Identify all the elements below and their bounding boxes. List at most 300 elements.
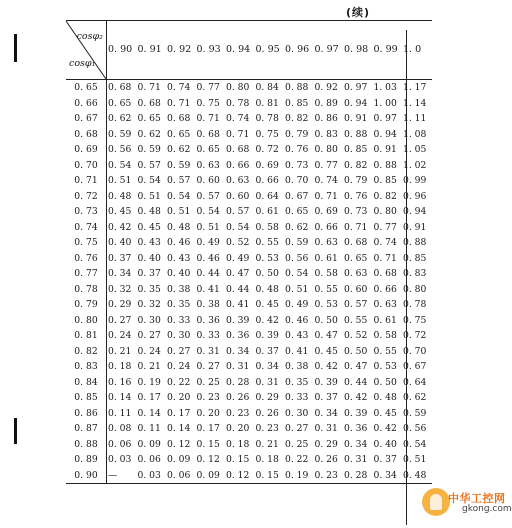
table-cell: 0. 17 — [137, 392, 161, 403]
table-cell: 0. 81 — [255, 97, 279, 109]
table-cell: 0. 57 — [344, 299, 368, 310]
table-cell: 0. 21 — [108, 345, 132, 357]
table-cell: 0. 75 — [255, 128, 279, 140]
table-cell: 0. 58 — [255, 221, 279, 233]
table-cell: 0. 66 — [314, 221, 338, 233]
table-cell: 0. 41 — [226, 299, 250, 310]
table-cell: 0. 47 — [226, 268, 250, 279]
table-row — [66, 359, 432, 375]
column-header: 0. 90 — [107, 21, 137, 80]
table-cell: 0. 44 — [344, 376, 368, 388]
table-cell: 0. 54 — [167, 190, 191, 202]
table-cell: 0. 45 — [255, 299, 279, 310]
table-cell: 0. 23 — [196, 392, 220, 403]
table-cell: 0. 60 — [226, 190, 250, 202]
table-row — [66, 375, 432, 391]
table-cell: 1. 14 — [403, 97, 427, 109]
table-cell: 1. 03 — [373, 82, 397, 93]
table-cell: 0. 85 — [285, 97, 309, 109]
table-corner-cell — [66, 21, 107, 80]
table-cell: 0. 38 — [196, 299, 220, 310]
table-cell: 0. 64 — [403, 376, 427, 388]
table-cell: 0. 21 — [137, 361, 161, 372]
table-cell: 0. 56 — [285, 252, 309, 264]
table-cell: 0. 71 — [196, 113, 220, 124]
table-cell: 0. 38 — [167, 283, 191, 295]
table-cell: 0. 49 — [196, 237, 220, 248]
table-cell: 0. 96 — [403, 190, 427, 202]
row-label: 0. 79 — [66, 297, 107, 313]
table-cell: 0. 39 — [314, 376, 338, 388]
table-cell: 0. 70 — [285, 175, 309, 186]
table-cell: 0. 41 — [196, 283, 220, 295]
table-cell: 0. 68 — [196, 128, 220, 140]
table-cell: 0. 44 — [226, 283, 250, 295]
table-cell: 0. 54 — [137, 175, 161, 186]
table-cell: 0. 63 — [314, 237, 338, 248]
table-cell: 0. 71 — [314, 190, 338, 202]
table-cell: 0. 11 — [137, 423, 161, 434]
table-cell: 1. 05 — [403, 144, 427, 155]
table-cell: 0. 42 — [108, 221, 132, 233]
table-cell: 0. 77 — [314, 159, 338, 171]
binding-mark-top — [14, 34, 17, 62]
table-cell: 0. 62 — [285, 221, 309, 233]
table-cell: 1. 11 — [403, 113, 427, 124]
table-cell: 0. 71 — [226, 128, 250, 140]
table-cell: 0. 37 — [255, 345, 279, 357]
table-cell: 0. 17 — [167, 407, 191, 419]
table-cell: 0. 28 — [226, 376, 250, 388]
table-cell: 0. 31 — [196, 345, 220, 357]
table-cell: 0. 06 — [137, 454, 161, 465]
table-header-row — [66, 21, 432, 80]
table-cell: 0. 31 — [344, 454, 368, 465]
table-cell: 0. 83 — [314, 128, 338, 140]
table-cell: 1. 17 — [403, 82, 427, 93]
table-cell: 0. 08 — [108, 423, 132, 434]
table-cell: 0. 85 — [344, 144, 368, 155]
table-row — [66, 235, 432, 251]
table-row — [66, 142, 432, 158]
table-cell: 0. 18 — [226, 438, 250, 450]
table-cell: 0. 78 — [403, 299, 427, 310]
table-row — [66, 452, 432, 468]
column-header: 0. 95 — [255, 21, 285, 80]
table-cell: 0. 99 — [403, 175, 427, 186]
table-cell: 0. 34 — [226, 345, 250, 357]
table-cell: 0. 78 — [226, 97, 250, 109]
table-cell: 0. 36 — [344, 423, 368, 434]
table-cell: 0. 12 — [226, 469, 250, 481]
table-cell: 0. 94 — [344, 97, 368, 109]
table-cell: 0. 88 — [285, 82, 309, 93]
row-label: 0. 67 — [66, 111, 107, 127]
table-cell: 0. 59 — [167, 159, 191, 171]
table-cell: 0. 06 — [108, 438, 132, 450]
table-row — [66, 80, 432, 96]
table-cell: 0. 26 — [226, 392, 250, 403]
table-cell: 0. 26 — [255, 407, 279, 419]
table-row — [66, 204, 432, 220]
table-cell: 0. 65 — [285, 206, 309, 217]
table-cell: 0. 47 — [344, 361, 368, 372]
table-cell: 0. 43 — [137, 237, 161, 248]
table-cell: 0. 33 — [196, 330, 220, 341]
corner-label-cos-phi2: cosφ₂ — [76, 31, 103, 42]
table-cell: 0. 53 — [314, 299, 338, 310]
row-label: 0. 68 — [66, 127, 107, 143]
table-cell: 0. 55 — [314, 283, 338, 295]
table-cell: 0. 34 — [314, 407, 338, 419]
table-cell: 0. 37 — [137, 268, 161, 279]
table-cell: 0. 49 — [285, 299, 309, 310]
table-cell: 0. 40 — [137, 252, 161, 264]
table-cell: 0. 68 — [167, 113, 191, 124]
table-cell: 0. 51 — [167, 206, 191, 217]
table-cell: 0. 43 — [167, 252, 191, 264]
table-cell: 0. 42 — [255, 314, 279, 326]
table-cell: 0. 30 — [285, 407, 309, 419]
table-row — [66, 96, 432, 112]
table-cell: 0. 19 — [285, 469, 309, 481]
table-cell: 0. 97 — [373, 113, 397, 124]
table-cell: 0. 48 — [373, 392, 397, 403]
table-cell: 0. 82 — [285, 113, 309, 124]
table-cell: 0. 34 — [373, 469, 397, 481]
table-row — [66, 158, 432, 174]
table-cell: 0. 83 — [403, 268, 427, 279]
table-cell: 0. 21 — [255, 438, 279, 450]
table-cell: 0. 68 — [344, 237, 368, 248]
table-cell: 0. 33 — [285, 392, 309, 403]
table-cell: 0. 64 — [255, 190, 279, 202]
table-cell: 0. 97 — [344, 82, 368, 93]
table-cell: 0. 54 — [226, 221, 250, 233]
table-cell: 0. 03 — [137, 469, 161, 481]
column-header: 0. 94 — [225, 21, 255, 80]
table-cell: 0. 71 — [373, 252, 397, 264]
table-cell: 0. 61 — [314, 252, 338, 264]
table-cell: 0. 12 — [196, 454, 220, 465]
table-cell: 0. 58 — [314, 268, 338, 279]
table-cell: 0. 59 — [137, 144, 161, 155]
table-row — [66, 468, 432, 484]
table-cell: 0. 91 — [344, 113, 368, 124]
table-cell: 0. 51 — [108, 175, 132, 186]
table-cell: 0. 23 — [226, 407, 250, 419]
table-cell: 0. 67 — [285, 190, 309, 202]
table-cell: 0. 62 — [167, 144, 191, 155]
table-cell: 0. 39 — [344, 407, 368, 419]
table-cell: 0. 65 — [108, 97, 132, 109]
table-cell: 0. 58 — [373, 330, 397, 341]
row-label: 0. 76 — [66, 251, 107, 267]
table-cell: 0. 78 — [255, 113, 279, 124]
table-cell: 0. 44 — [196, 268, 220, 279]
table-cell: 0. 45 — [373, 407, 397, 419]
row-label: 0. 72 — [66, 189, 107, 205]
row-label: 0. 87 — [66, 421, 107, 437]
table-cell: 0. 52 — [226, 237, 250, 248]
row-label: 0. 77 — [66, 266, 107, 282]
table-cell: 0. 35 — [285, 376, 309, 388]
table-cell: 0. 75 — [403, 314, 427, 326]
table-cell: 0. 91 — [403, 221, 427, 233]
table-row — [66, 297, 432, 313]
table-cell: 0. 84 — [255, 82, 279, 93]
table-cell: 0. 45 — [314, 345, 338, 357]
table-row — [66, 127, 432, 143]
table-cell: 0. 35 — [137, 283, 161, 295]
table-cell: 0. 63 — [226, 175, 250, 186]
table-cell: 0. 57 — [226, 206, 250, 217]
table-cell: 0. 71 — [344, 221, 368, 233]
table-cell: 0. 70 — [403, 345, 427, 357]
table-row — [66, 282, 432, 298]
table-cell: 0. 47 — [314, 330, 338, 341]
table-cell: 0. 28 — [344, 469, 368, 481]
row-label: 0. 80 — [66, 313, 107, 329]
table-cell: 0. 88 — [403, 237, 427, 248]
column-header: 0. 92 — [166, 21, 196, 80]
row-label: 0. 71 — [66, 173, 107, 189]
column-header: 0. 91 — [137, 21, 167, 80]
table-cell: 0. 39 — [255, 330, 279, 341]
table-cell: 0. 27 — [108, 314, 132, 326]
table-cell: 0. 80 — [373, 206, 397, 217]
table-cell: 0. 86 — [314, 113, 338, 124]
table-cell: 0. 46 — [196, 252, 220, 264]
table-cell: 0. 42 — [314, 361, 338, 372]
table-cell: 0. 31 — [314, 423, 338, 434]
table-row — [66, 266, 432, 282]
row-label: 0. 75 — [66, 235, 107, 251]
table-cell: 0. 65 — [196, 144, 220, 155]
table-cell: 0. 14 — [137, 407, 161, 419]
table-cell: 0. 73 — [344, 206, 368, 217]
row-label: 0. 86 — [66, 406, 107, 422]
table-cell: 0. 63 — [344, 268, 368, 279]
table-cell: 1. 08 — [403, 128, 427, 140]
table-cell: 0. 09 — [167, 454, 191, 465]
row-label: 0. 84 — [66, 375, 107, 391]
table-cell: 0. 29 — [108, 299, 132, 310]
table-cell: 0. 88 — [373, 159, 397, 171]
table-cell: 0. 74 — [167, 82, 191, 93]
table-cell: 0. 68 — [226, 144, 250, 155]
table-cell: 0. 42 — [344, 392, 368, 403]
power-factor-table — [66, 20, 432, 484]
table-cell: 0. 45 — [137, 221, 161, 233]
table-cell: 0. 65 — [137, 113, 161, 124]
table-cell: 0. 54 — [403, 438, 427, 450]
row-label: 0. 83 — [66, 359, 107, 375]
table-cell: 0. 74 — [314, 175, 338, 186]
table-cell: 0. 34 — [255, 361, 279, 372]
table-cell: 0. 63 — [373, 299, 397, 310]
table-cell: 0. 24 — [137, 345, 161, 357]
table-cell: 0. 03 — [108, 454, 132, 465]
row-label: 0. 82 — [66, 344, 107, 360]
table-cell: — — [108, 469, 118, 481]
table-cell: 0. 51 — [196, 221, 220, 233]
table-cell: 0. 30 — [137, 314, 161, 326]
table-cell: 0. 22 — [285, 454, 309, 465]
table-cell: 0. 68 — [108, 82, 132, 93]
table-cell: 0. 62 — [108, 113, 132, 124]
table-cell: 0. 20 — [167, 392, 191, 403]
table-cell: 0. 53 — [255, 252, 279, 264]
table-cell: 0. 76 — [344, 190, 368, 202]
table-cell: 0. 57 — [196, 190, 220, 202]
table-cell: 0. 79 — [344, 175, 368, 186]
column-header: 1. 0 — [402, 21, 432, 80]
table-cell: 0. 27 — [167, 345, 191, 357]
table-cell: 0. 80 — [314, 144, 338, 155]
table-cell: 0. 51 — [137, 190, 161, 202]
table-cell: 0. 48 — [255, 283, 279, 295]
column-header: 0. 97 — [314, 21, 344, 80]
table-cell: 0. 51 — [285, 283, 309, 295]
table-cell: 0. 11 — [108, 407, 132, 419]
table-cell: 0. 82 — [373, 190, 397, 202]
table-cell: 0. 12 — [167, 438, 191, 450]
table-cell: 0. 62 — [137, 128, 161, 140]
table-cell: 0. 92 — [314, 82, 338, 93]
table-cell: 0. 65 — [344, 252, 368, 264]
table-cell: 0. 56 — [403, 423, 427, 434]
table-cell: 0. 77 — [196, 82, 220, 93]
table-cell: 0. 72 — [403, 330, 427, 341]
table-cell: 0. 25 — [196, 376, 220, 388]
table-cell: 0. 69 — [255, 159, 279, 171]
table-cell: 0. 48 — [108, 190, 132, 202]
table-cell: 0. 33 — [167, 314, 191, 326]
table-cell: 0. 22 — [167, 376, 191, 388]
table-cell: 0. 50 — [255, 268, 279, 279]
row-label: 0. 69 — [66, 142, 107, 158]
row-label: 0. 66 — [66, 96, 107, 112]
table-cell: 0. 74 — [226, 113, 250, 124]
table-cell: 0. 48 — [403, 469, 427, 481]
column-header: 0. 98 — [343, 21, 373, 80]
table-cell: 0. 54 — [285, 268, 309, 279]
table-cell: 1. 00 — [373, 97, 397, 109]
table-cell: 0. 66 — [373, 283, 397, 295]
table-cell: 0. 50 — [344, 345, 368, 357]
table-cell: 0. 71 — [167, 97, 191, 109]
table-cell: 0. 59 — [403, 407, 427, 419]
table-cell: 0. 59 — [108, 128, 132, 140]
table-cell: 0. 80 — [403, 283, 427, 295]
table-cell: 0. 26 — [314, 454, 338, 465]
table-cell: 0. 57 — [137, 159, 161, 171]
table-cell: 0. 66 — [226, 159, 250, 171]
table-cell: 0. 27 — [137, 330, 161, 341]
table-cell: 0. 54 — [108, 159, 132, 171]
table-cell: 0. 35 — [167, 299, 191, 310]
table-cell: 0. 14 — [108, 392, 132, 403]
table-cell: 0. 31 — [255, 376, 279, 388]
table-cell: 0. 15 — [255, 469, 279, 481]
watermark-logo-icon — [422, 488, 450, 516]
table-cell: 0. 72 — [255, 144, 279, 155]
table-row — [66, 421, 432, 437]
column-header: 0. 93 — [196, 21, 226, 80]
table-cell: 0. 53 — [373, 361, 397, 372]
table-cell: 0. 31 — [226, 361, 250, 372]
table-row — [66, 251, 432, 267]
table-cell: 0. 85 — [373, 175, 397, 186]
table-cell: 0. 55 — [373, 345, 397, 357]
row-label: 0. 65 — [66, 80, 107, 96]
table-cell: 0. 73 — [285, 159, 309, 171]
row-label: 0. 73 — [66, 204, 107, 220]
table-cell: 0. 61 — [373, 314, 397, 326]
table-cell: 0. 27 — [285, 423, 309, 434]
watermark — [418, 468, 512, 526]
table-cell: 0. 37 — [108, 252, 132, 264]
table-cell: 0. 19 — [137, 376, 161, 388]
table-cell: 0. 80 — [226, 82, 250, 93]
table-row — [66, 437, 432, 453]
table-cell: 0. 77 — [373, 221, 397, 233]
table-cell: 0. 06 — [167, 469, 191, 481]
table-cell: 0. 50 — [314, 314, 338, 326]
table-cell: 0. 74 — [373, 237, 397, 248]
table-cell: 0. 18 — [255, 454, 279, 465]
table-cell: 0. 36 — [226, 330, 250, 341]
table-cell: 0. 94 — [373, 128, 397, 140]
table-row — [66, 406, 432, 422]
watermark-url: gkong.com — [462, 504, 512, 514]
table-cell: 0. 25 — [285, 438, 309, 450]
table-cell: 0. 59 — [285, 237, 309, 248]
table-cell: 0. 60 — [344, 283, 368, 295]
table-cell: 0. 23 — [314, 469, 338, 481]
table-cell: 0. 39 — [226, 314, 250, 326]
table-cell: 0. 67 — [403, 361, 427, 372]
table-cell: 0. 79 — [285, 128, 309, 140]
table-row — [66, 189, 432, 205]
table-row — [66, 313, 432, 329]
table-row — [66, 390, 432, 406]
table-cell: 0. 54 — [196, 206, 220, 217]
table-cell: 0. 34 — [344, 438, 368, 450]
row-label: 0. 74 — [66, 220, 107, 236]
table-row — [66, 220, 432, 236]
table-cell: 0. 32 — [137, 299, 161, 310]
table-cell: 0. 29 — [255, 392, 279, 403]
table-cell: 0. 51 — [403, 454, 427, 465]
table-row — [66, 344, 432, 360]
table-cell: 0. 46 — [167, 237, 191, 248]
table-cell: 0. 27 — [196, 361, 220, 372]
table-cell: 0. 09 — [196, 469, 220, 481]
table-cell: 0. 40 — [108, 237, 132, 248]
table-cell: 0. 29 — [314, 438, 338, 450]
table-cell: 0. 88 — [344, 128, 368, 140]
row-label: 0. 78 — [66, 282, 107, 298]
table-cell: 1. 02 — [403, 159, 427, 171]
table-body — [66, 80, 432, 484]
table-cell: 0. 65 — [167, 128, 191, 140]
column-header: 0. 96 — [284, 21, 314, 80]
table-cell: 0. 52 — [344, 330, 368, 341]
table-cell: 0. 55 — [344, 314, 368, 326]
corner-label-cos-phi1: cosφ₁ — [69, 57, 96, 69]
